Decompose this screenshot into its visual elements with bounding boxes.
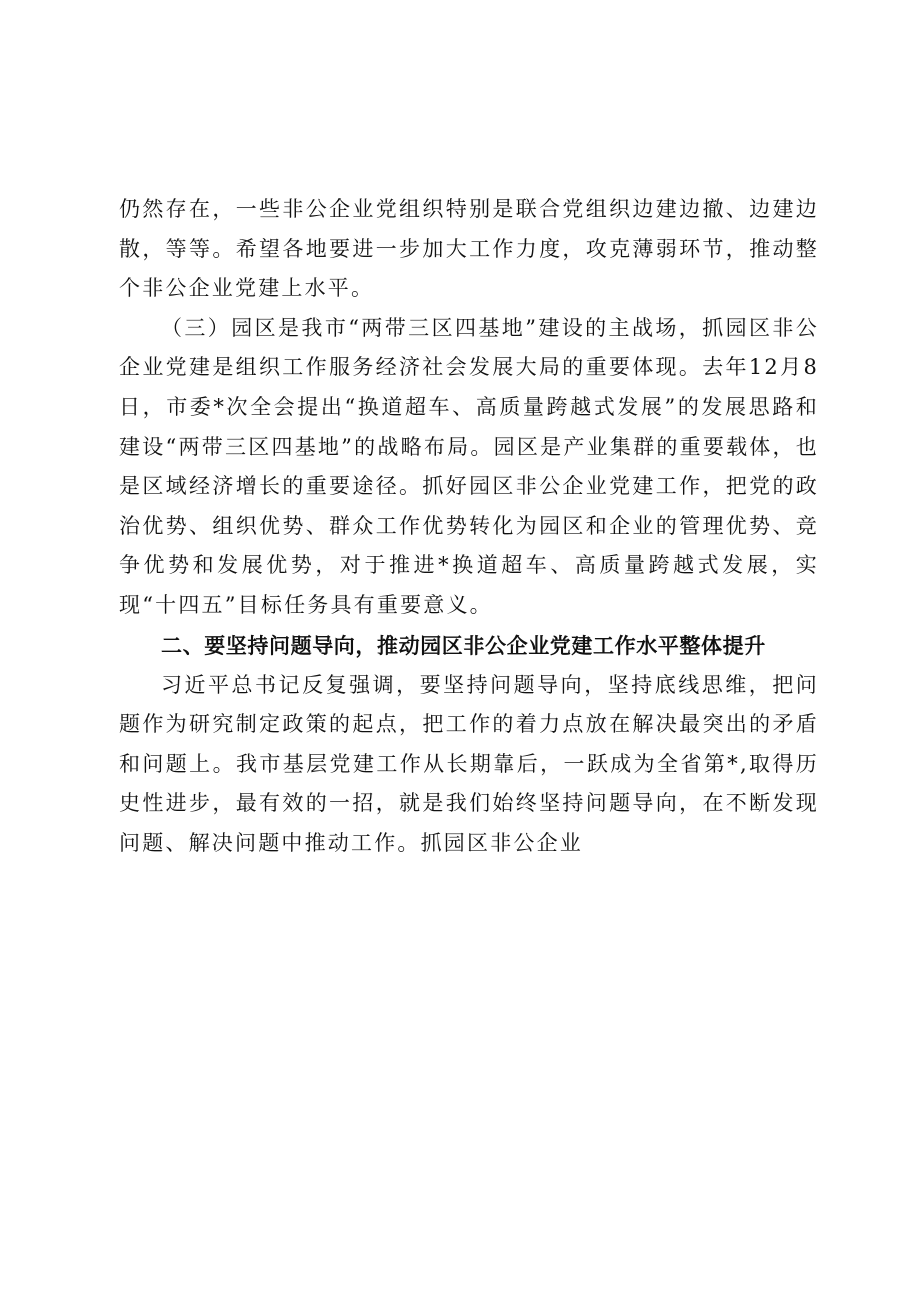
paragraph-continuation: 仍然存在，一些非公企业党组织特别是联合党组织边建边撤、边建边散，等等。希望各地要进一步加大工作力度，攻克薄弱环节，推动整个非公企业党建上水平。 — [119, 197, 819, 301]
paragraph-section-three: （三）园区是我市“两带三区四基地”建设的主战场，抓园区非公企业党建是组织工作服务经济社会发展大局的重要体现。去年12月8日，市委*次全会提出“换道超车、高质量跨越式发展”的发展思路和建设“两带三区四基地”的战略布局。园区是产业集群的重要载体，也是区域经济增长的重要途径。抓好园区非公企业党建工作，把党的政治优势、组织优势、群众工作优势转化为园区和企业的管理优势、竞争优势和发展优势，对于推进*换道超车、高质量跨越式发展，实现“十四五”目标任务具有重要意义。 — [119, 315, 819, 617]
section-heading-two: 二、要坚持问题导向，推动园区非公企业党建工作水平整体提升 — [161, 633, 766, 658]
document-body — [119, 190, 819, 864]
paragraph-problem-orientation: 习近平总书记反复强调，要坚持问题导向，坚持底线思维，把问题作为研究制定政策的起点，把工作的着力点放在解决最突出的矛盾和问题上。我市基层党建工作从长期靠后，一跃成为全省第*,取得历史性进步，最有效的一招，就是我们始终坚持问题导向，在不断发现问题、解决问题中推动工作。抓园区非公企业 — [119, 672, 819, 855]
